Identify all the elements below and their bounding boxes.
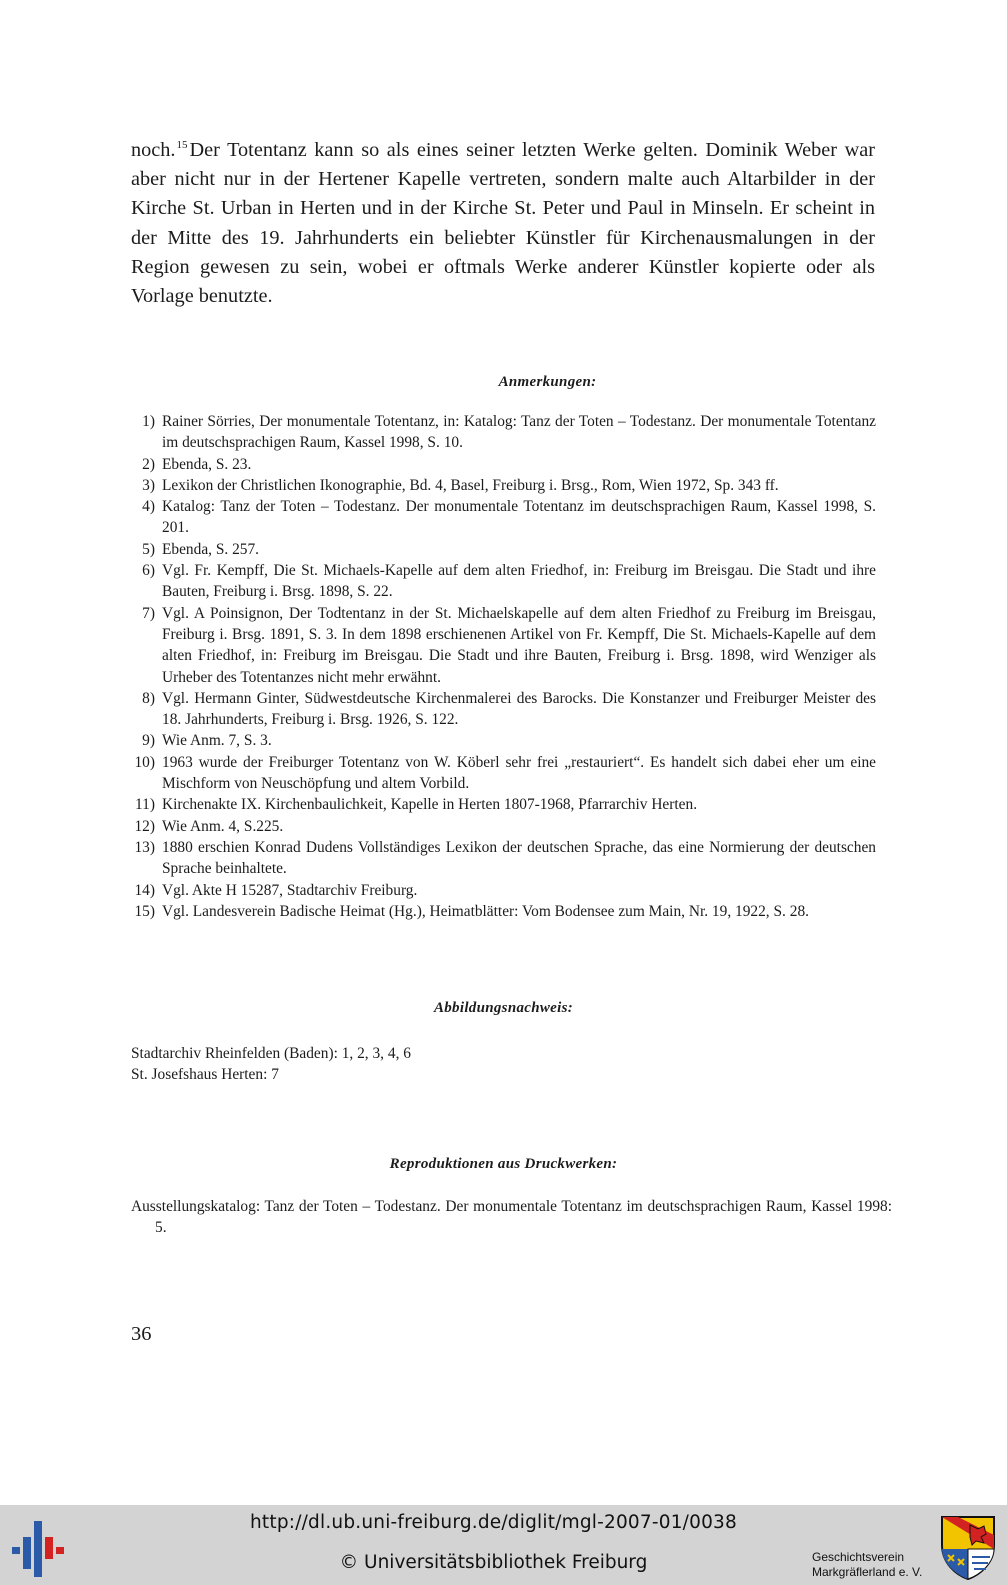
footer-url-link[interactable]: http://dl.ub.uni-freiburg.de/diglit/mgl-2007-01/0038 [249, 1512, 737, 1533]
note-item [131, 816, 876, 837]
society-line-1: Geschichtsverein [812, 1550, 905, 1564]
footer-society-name [812, 1550, 922, 1580]
image-credits-list [131, 1043, 876, 1086]
note-number: 5) [142, 540, 155, 558]
note-item [131, 730, 876, 751]
notes-list [131, 411, 876, 922]
note-number: 13) [134, 838, 155, 856]
note-number: 2) [142, 455, 155, 473]
note-item [131, 454, 876, 475]
note-item [131, 752, 876, 795]
note-number: 15) [134, 902, 155, 920]
reproductions-text: Ausstellungskatalog: Tanz der Toten – Todestanz. Der monumentale Totentanz im deutschsprachigen Raum, Kassel 1998: 5. [131, 1198, 892, 1237]
note-item [131, 475, 876, 496]
notes-heading: Anmerkungen: [498, 374, 597, 390]
footnote-ref[interactable]: 15 [176, 139, 188, 151]
note-number: 6) [142, 562, 155, 580]
coat-of-arms-icon [940, 1515, 996, 1581]
body-text-start: noch. [131, 139, 176, 161]
note-number: 4) [142, 498, 155, 516]
note-item [131, 794, 876, 815]
note-text: Ebenda, S. 23. [162, 455, 252, 473]
note-text: Katalog: Tanz der Toten – Todestanz. Der monumentale Totentanz im deutschsprachigen Raum, Kassel 1998, S. 201. [162, 498, 876, 537]
note-item [131, 901, 876, 922]
body-paragraph [131, 136, 875, 311]
note-number: 14) [134, 881, 155, 899]
note-item [131, 411, 876, 454]
credit-item: St. Josefshaus Herten: 7 [131, 1066, 279, 1084]
note-item [131, 496, 876, 539]
note-item [131, 539, 876, 560]
footer-copyright: © Universitätsbibliothek Freiburg [339, 1552, 648, 1573]
credit-item: Stadtarchiv Rheinfelden (Baden): 1, 2, 3, 4, 6 [131, 1045, 411, 1062]
note-number: 11) [135, 796, 155, 814]
note-text: Vgl. A Poinsignon, Der Todtentanz in der St. Michaelskapelle auf dem alten Friedhof zu Freiburg im Breisgau, Freiburg i. Brsg. 1891, S. 3. In dem 1898 erschienenen Artikel von Fr. Kempff, Die St. Michaels-Kapelle auf dem alten Friedhof, in: Freiburg im Breisgau. Die Stadt und ihre Bauten, Freiburg i. Brsg. 1898, wird Wenziger als Urheber des Totentanzes nicht mehr erwähnt. [162, 604, 876, 686]
note-text: Wie Anm. 7, S. 3. [162, 732, 272, 750]
image-credits-heading: Abbildungsnachweis: [433, 1000, 574, 1016]
note-number: 1) [142, 413, 155, 430]
note-text: 1963 wurde der Freiburger Totentanz von W. Köberl sehr frei „restauriert“. Es handelt sich dabei eher um eine Mischform von Neuschöpfung und altem Vorbild. [162, 753, 876, 793]
note-number: 3) [142, 476, 155, 494]
note-text: Vgl. Akte H 15287, Stadtarchiv Freiburg. [162, 881, 418, 899]
reproductions-heading: Reproduktionen aus Druckwerken: [389, 1156, 618, 1172]
note-number: 12) [134, 817, 155, 835]
note-text: Vgl. Landesverein Badische Heimat (Hg.), Heimatblätter: Vom Bodensee zum Main, Nr. 19, 1922, S. 28. [162, 902, 809, 920]
note-number: 8) [142, 689, 155, 707]
note-text: Wie Anm. 4, S.225. [162, 817, 284, 835]
note-text: Vgl. Hermann Ginter, Südwestdeutsche Kirchenmalerei des Barocks. Die Konstanzer und Freiburger Meister des 18. Jahrhunderts, Freiburg i. Brsg. 1926, S. 122. [162, 689, 876, 729]
note-item [131, 880, 876, 901]
note-text: Ebenda, S. 257. [162, 540, 260, 558]
page-number: 36 [131, 1323, 152, 1345]
note-text: Kirchenakte IX. Kirchenbaulichkeit, Kapelle in Herten 1807-1968, Pfarrarchiv Herten. [162, 796, 698, 814]
body-text-rest: Der Totentanz kann so als eines seiner letzten Werke gelten. Dominik Weber war aber nicht nur in der Hertener Kapelle vertreten, sondern malte auch Altarbilder in der Kirche St. Urban in Herten und in der Kirche St. Peter und Paul in Minseln. Er scheint in der Mitte des 19. Jahrhunderts ein beliebter Künstler für Kirchenausmalungen in der Region gewesen zu sein, wobei er oftmals Werke anderer Künstler kopierte oder als Vorlage benutzte. [131, 139, 875, 308]
note-number: 7) [142, 604, 155, 622]
note-text: Vgl. Fr. Kempff, Die St. Michaels-Kapelle auf dem alten Friedhof, in: Freiburg im Breisgau. Die Stadt und ihre Bauten, Freiburg i. Brsg. 1898, S. 22. [162, 562, 876, 601]
footer-bar [0, 1505, 1007, 1585]
society-line-2: Markgräflerland e. V. [812, 1565, 923, 1579]
note-item [131, 560, 876, 603]
note-item [131, 837, 876, 880]
note-item [131, 603, 876, 688]
note-item [131, 688, 876, 731]
note-text: 1880 erschien Konrad Dudens Vollständiges Lexikon der deutschen Sprache, das eine Normierung der deutschen Sprache beinhaltete. [162, 838, 876, 878]
note-text: Rainer Sörries, Der monumentale Totentanz, in: Katalog: Tanz der Toten – Todestanz. Der monumentale Totentanz im deutschsprachigen Raum, Kassel 1998, S. 10. [162, 413, 876, 452]
note-number: 9) [142, 732, 155, 750]
note-text: Lexikon der Christlichen Ikonographie, Bd. 4, Basel, Freiburg i. Brsg., Rom, Wien 1972, Sp. 343 ff. [162, 476, 779, 494]
note-number: 10) [134, 753, 155, 771]
